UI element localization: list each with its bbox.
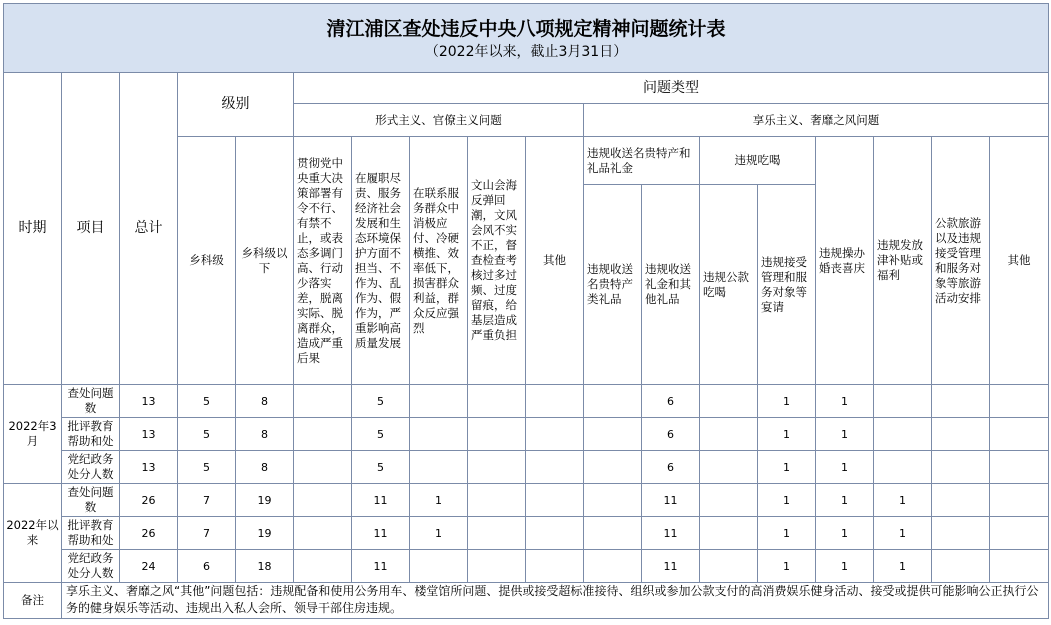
cell: 1 xyxy=(816,451,874,484)
header-formalism-4: 文山会海反弹回潮，文风会风不实不正，督查检查考核过多过频、过度留痕，给基层造成严重负担 xyxy=(468,137,526,385)
cell xyxy=(990,451,1049,484)
cell xyxy=(294,484,352,517)
cell xyxy=(584,451,642,484)
cell: 6 xyxy=(642,418,700,451)
header-travel: 公款旅游以及违规接受管理和服务对象等旅游活动安排 xyxy=(932,137,990,385)
header-level: 级别 xyxy=(178,73,294,137)
cell: 5 xyxy=(178,451,236,484)
cell xyxy=(932,484,990,517)
cell xyxy=(410,451,468,484)
table-row xyxy=(4,517,1049,550)
cell xyxy=(990,385,1049,418)
cell: 6 xyxy=(642,451,700,484)
total-cell: 13 xyxy=(120,418,178,451)
cell: 5 xyxy=(178,385,236,418)
item-cell: 批评教育帮助和处 xyxy=(62,517,120,550)
cell xyxy=(990,484,1049,517)
title-block xyxy=(4,4,1049,73)
item-cell: 查处问题数 xyxy=(62,385,120,418)
header-problem-type: 问题类型 xyxy=(294,73,1049,104)
cell xyxy=(526,550,584,583)
header-eating-group: 违规吃喝 xyxy=(700,137,816,185)
header-gift-2: 违规收送礼金和其他礼品 xyxy=(642,185,700,385)
period-cell: 2022年以来 xyxy=(4,484,62,583)
cell xyxy=(410,418,468,451)
cell xyxy=(874,451,932,484)
cell xyxy=(468,517,526,550)
header-formalism-other: 其他 xyxy=(526,137,584,385)
cell: 7 xyxy=(178,484,236,517)
total-cell: 26 xyxy=(120,484,178,517)
table-row xyxy=(4,484,1049,517)
cell xyxy=(294,451,352,484)
header-allowance: 违规发放津补贴或福利 xyxy=(874,137,932,385)
cell: 1 xyxy=(410,517,468,550)
cell xyxy=(584,418,642,451)
cell xyxy=(932,451,990,484)
cell: 7 xyxy=(178,517,236,550)
cell: 5 xyxy=(352,385,410,418)
cell xyxy=(700,451,758,484)
cell xyxy=(932,418,990,451)
cell: 6 xyxy=(642,385,700,418)
cell xyxy=(410,550,468,583)
cell: 1 xyxy=(816,550,874,583)
note-text: 享乐主义、奢靡之风“其他”问题包括：违规配备和使用公务用车、楼堂馆所问题、提供或接受超标准接待、组织或参加公款支付的高消费娱乐健身活动、接受或提供可能影响公正执行公务的健身娱乐等活动、违规出入私人会所、领导干部住房违规。 xyxy=(62,583,1049,619)
cell: 8 xyxy=(236,451,294,484)
table-title: 清江浦区查处违反中央八项规定精神问题统计表 xyxy=(326,18,726,40)
cell: 5 xyxy=(352,418,410,451)
cell: 11 xyxy=(352,517,410,550)
cell: 1 xyxy=(758,550,816,583)
total-cell: 26 xyxy=(120,517,178,550)
cell: 1 xyxy=(816,385,874,418)
cell: 19 xyxy=(236,517,294,550)
cell xyxy=(990,550,1049,583)
cell: 1 xyxy=(410,484,468,517)
table-row xyxy=(4,385,1049,418)
cell: 11 xyxy=(642,484,700,517)
note-label: 备注 xyxy=(4,583,62,619)
cell: 11 xyxy=(642,517,700,550)
cell xyxy=(526,418,584,451)
header-item: 项目 xyxy=(62,73,120,385)
header-eating-2: 违规接受管理和服务对象等宴请 xyxy=(758,185,816,385)
header-wedding-funeral: 违规操办婚丧喜庆 xyxy=(816,137,874,385)
cell: 1 xyxy=(874,517,932,550)
header-formalism-3: 在联系服务群众中消极应付、冷硬横推、效率低下，损害群众利益，群众反应强烈 xyxy=(410,137,468,385)
cell xyxy=(526,484,584,517)
cell: 1 xyxy=(816,517,874,550)
cell xyxy=(584,484,642,517)
cell xyxy=(584,550,642,583)
period-cell: 2022年3月 xyxy=(4,385,62,484)
cell xyxy=(874,385,932,418)
header-period: 时期 xyxy=(4,73,62,385)
cell: 1 xyxy=(816,484,874,517)
header-formalism-2: 在履职尽责、服务经济社会发展和生态环境保护方面不担当、不作为、乱作为、假作为，严重影响高质量发展 xyxy=(352,137,410,385)
cell: 1 xyxy=(874,550,932,583)
header-eating-1: 违规公款吃喝 xyxy=(700,185,758,385)
cell: 1 xyxy=(874,484,932,517)
cell xyxy=(294,550,352,583)
cell: 11 xyxy=(642,550,700,583)
cell xyxy=(700,550,758,583)
cell: 8 xyxy=(236,418,294,451)
cell xyxy=(874,418,932,451)
cell xyxy=(990,418,1049,451)
cell xyxy=(294,418,352,451)
cell xyxy=(700,385,758,418)
cell xyxy=(932,517,990,550)
cell xyxy=(294,517,352,550)
cell xyxy=(584,385,642,418)
table-row xyxy=(4,550,1049,583)
cell xyxy=(468,550,526,583)
cell xyxy=(526,517,584,550)
cell xyxy=(468,418,526,451)
cell: 1 xyxy=(758,517,816,550)
cell xyxy=(410,385,468,418)
item-cell: 党纪政务处分人数 xyxy=(62,451,120,484)
cell xyxy=(584,517,642,550)
cell: 5 xyxy=(352,451,410,484)
item-cell: 批评教育帮助和处 xyxy=(62,418,120,451)
table-row xyxy=(4,418,1049,451)
header-formalism-1: 贯彻党中央重大决策部署有令不行、有禁不止，或表态多调门高、行动少落实差，脱离实际、脱离群众，造成严重后果 xyxy=(294,137,352,385)
cell: 1 xyxy=(758,418,816,451)
header-hedonism-other: 其他 xyxy=(990,137,1049,385)
cell xyxy=(526,385,584,418)
cell xyxy=(932,550,990,583)
header-level-township: 乡科级 xyxy=(178,137,236,385)
cell: 1 xyxy=(758,451,816,484)
cell: 19 xyxy=(236,484,294,517)
cell xyxy=(700,517,758,550)
cell xyxy=(990,517,1049,550)
table-subtitle: （2022年以来，截止3月31日） xyxy=(424,44,628,60)
total-cell: 13 xyxy=(120,385,178,418)
table-row xyxy=(4,451,1049,484)
cell: 11 xyxy=(352,484,410,517)
header-gift-1: 违规收送名贵特产类礼品 xyxy=(584,185,642,385)
item-cell: 党纪政务处分人数 xyxy=(62,550,120,583)
cell: 1 xyxy=(758,484,816,517)
header-total: 总计 xyxy=(120,73,178,385)
item-cell: 查处问题数 xyxy=(62,484,120,517)
header-level-below: 乡科级以下 xyxy=(236,137,294,385)
cell: 8 xyxy=(236,385,294,418)
cell xyxy=(468,451,526,484)
cell: 1 xyxy=(758,385,816,418)
cell xyxy=(932,385,990,418)
cell: 11 xyxy=(352,550,410,583)
statistics-table xyxy=(3,3,1049,619)
cell: 18 xyxy=(236,550,294,583)
header-formalism: 形式主义、官僚主义问题 xyxy=(294,104,584,137)
cell: 6 xyxy=(178,550,236,583)
header-gift-group: 违规收送名贵特产和礼品礼金 xyxy=(584,137,700,185)
total-cell: 13 xyxy=(120,451,178,484)
cell xyxy=(468,484,526,517)
cell xyxy=(468,385,526,418)
cell: 5 xyxy=(178,418,236,451)
total-cell: 24 xyxy=(120,550,178,583)
cell xyxy=(526,451,584,484)
header-hedonism: 享乐主义、奢靡之风问题 xyxy=(584,104,1049,137)
cell: 1 xyxy=(816,418,874,451)
cell xyxy=(700,484,758,517)
cell xyxy=(700,418,758,451)
cell xyxy=(294,385,352,418)
